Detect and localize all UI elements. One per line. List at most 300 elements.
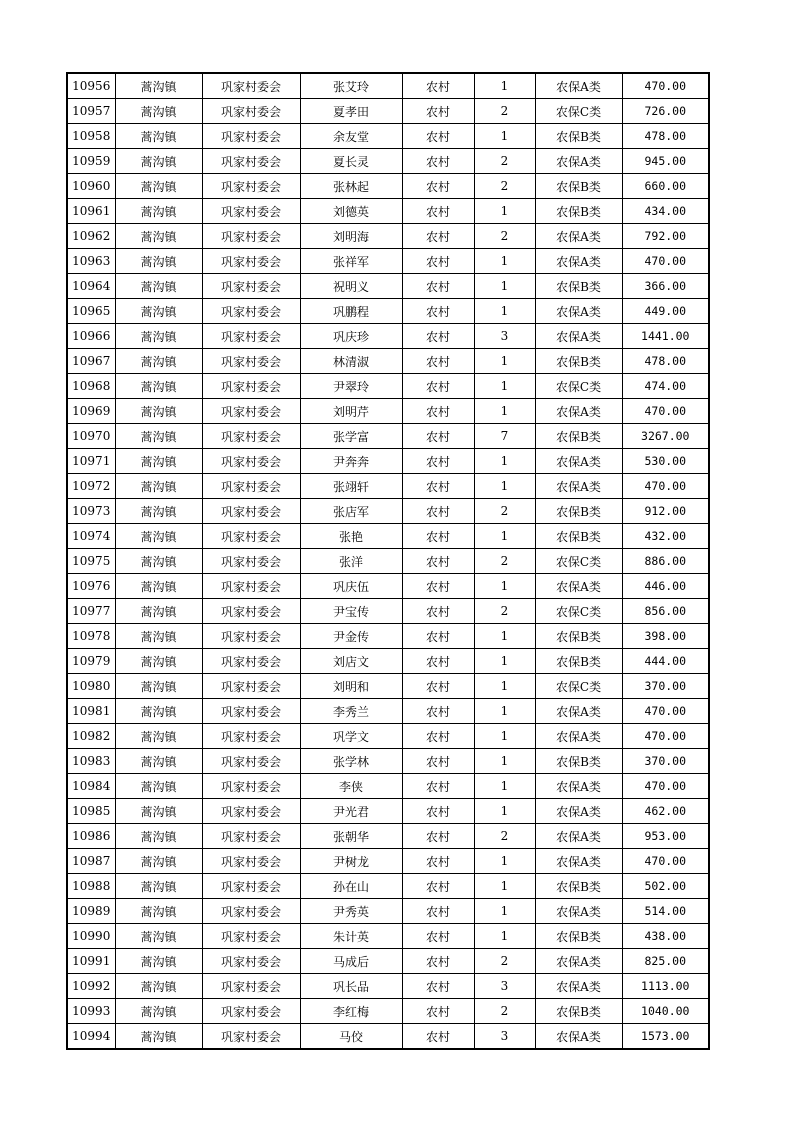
village-committee-cell: 巩家村委会 [202,73,300,99]
household-size-cell: 1 [474,274,535,299]
amount-cell: 370.00 [622,749,709,774]
household-size-cell: 1 [474,73,535,99]
household-size-cell: 1 [474,449,535,474]
person-name-cell: 尹秀英 [300,899,402,924]
record-id-cell: 10972 [67,474,115,499]
town-cell: 蒿沟镇 [115,624,202,649]
household-size-cell: 1 [474,624,535,649]
household-size-cell: 1 [474,874,535,899]
area-type-cell: 农村 [402,249,474,274]
table-row [67,849,709,874]
village-committee-cell: 巩家村委会 [202,899,300,924]
insurance-category-cell: 农保C类 [535,374,622,399]
village-committee-cell: 巩家村委会 [202,699,300,724]
town-cell: 蒿沟镇 [115,499,202,524]
area-type-cell: 农村 [402,73,474,99]
town-cell: 蒿沟镇 [115,424,202,449]
amount-cell: 953.00 [622,824,709,849]
area-type-cell: 农村 [402,599,474,624]
area-type-cell: 农村 [402,649,474,674]
record-id-cell: 10988 [67,874,115,899]
record-id-cell: 10975 [67,549,115,574]
village-committee-cell: 巩家村委会 [202,99,300,124]
table-row [67,499,709,524]
insurance-category-cell: 农保C类 [535,674,622,699]
insurance-category-cell: 农保B类 [535,749,622,774]
village-committee-cell: 巩家村委会 [202,324,300,349]
allowance-roster-table [66,72,710,1050]
person-name-cell: 尹奔奔 [300,449,402,474]
record-id-cell: 10966 [67,324,115,349]
household-size-cell: 1 [474,699,535,724]
record-id-cell: 10987 [67,849,115,874]
insurance-category-cell: 农保A类 [535,449,622,474]
insurance-category-cell: 农保A类 [535,149,622,174]
insurance-category-cell: 农保A类 [535,224,622,249]
record-id-cell: 10981 [67,699,115,724]
person-name-cell: 巩学文 [300,724,402,749]
town-cell: 蒿沟镇 [115,149,202,174]
table-row [67,249,709,274]
person-name-cell: 夏孝田 [300,99,402,124]
record-id-cell: 10970 [67,424,115,449]
record-id-cell: 10974 [67,524,115,549]
record-id-cell: 10968 [67,374,115,399]
household-size-cell: 1 [474,374,535,399]
record-id-cell: 10990 [67,924,115,949]
person-name-cell: 张翊轩 [300,474,402,499]
insurance-category-cell: 农保A类 [535,949,622,974]
amount-cell: 825.00 [622,949,709,974]
person-name-cell: 巩庆珍 [300,324,402,349]
area-type-cell: 农村 [402,374,474,399]
person-name-cell: 巩长品 [300,974,402,999]
area-type-cell: 农村 [402,424,474,449]
insurance-category-cell: 农保A类 [535,974,622,999]
town-cell: 蒿沟镇 [115,649,202,674]
person-name-cell: 尹光君 [300,799,402,824]
record-id-cell: 10985 [67,799,115,824]
insurance-category-cell: 农保A类 [535,399,622,424]
insurance-category-cell: 农保A类 [535,324,622,349]
village-committee-cell: 巩家村委会 [202,649,300,674]
person-name-cell: 尹翠玲 [300,374,402,399]
person-name-cell: 林清淑 [300,349,402,374]
area-type-cell: 农村 [402,824,474,849]
table-row [67,824,709,849]
town-cell: 蒿沟镇 [115,849,202,874]
town-cell: 蒿沟镇 [115,699,202,724]
amount-cell: 3267.00 [622,424,709,449]
table-row [67,624,709,649]
town-cell: 蒿沟镇 [115,724,202,749]
record-id-cell: 10960 [67,174,115,199]
village-committee-cell: 巩家村委会 [202,999,300,1024]
insurance-category-cell: 农保B类 [535,199,622,224]
amount-cell: 470.00 [622,399,709,424]
record-id-cell: 10967 [67,349,115,374]
insurance-category-cell: 农保B类 [535,624,622,649]
amount-cell: 1040.00 [622,999,709,1024]
table-row [67,649,709,674]
town-cell: 蒿沟镇 [115,924,202,949]
household-size-cell: 1 [474,124,535,149]
area-type-cell: 农村 [402,749,474,774]
table-row [67,124,709,149]
insurance-category-cell: 农保A类 [535,899,622,924]
person-name-cell: 张店军 [300,499,402,524]
household-size-cell: 1 [474,899,535,924]
insurance-category-cell: 农保B类 [535,174,622,199]
village-committee-cell: 巩家村委会 [202,799,300,824]
household-size-cell: 2 [474,99,535,124]
insurance-category-cell: 农保C类 [535,599,622,624]
table-row [67,999,709,1024]
village-committee-cell: 巩家村委会 [202,924,300,949]
village-committee-cell: 巩家村委会 [202,474,300,499]
town-cell: 蒿沟镇 [115,399,202,424]
person-name-cell: 刘明海 [300,224,402,249]
amount-cell: 945.00 [622,149,709,174]
table-row [67,324,709,349]
household-size-cell: 2 [474,499,535,524]
record-id-cell: 10979 [67,649,115,674]
record-id-cell: 10973 [67,499,115,524]
amount-cell: 462.00 [622,799,709,824]
table-row [67,99,709,124]
household-size-cell: 7 [474,424,535,449]
village-committee-cell: 巩家村委会 [202,349,300,374]
person-name-cell: 张艾玲 [300,73,402,99]
insurance-category-cell: 农保A类 [535,774,622,799]
household-size-cell: 2 [474,549,535,574]
village-committee-cell: 巩家村委会 [202,674,300,699]
insurance-category-cell: 农保C类 [535,549,622,574]
record-id-cell: 10959 [67,149,115,174]
insurance-category-cell: 农保C类 [535,99,622,124]
insurance-category-cell: 农保A类 [535,824,622,849]
area-type-cell: 农村 [402,799,474,824]
village-committee-cell: 巩家村委会 [202,574,300,599]
person-name-cell: 李秀兰 [300,699,402,724]
village-committee-cell: 巩家村委会 [202,549,300,574]
household-size-cell: 1 [474,774,535,799]
person-name-cell: 祝明义 [300,274,402,299]
record-id-cell: 10994 [67,1024,115,1050]
table-row [67,599,709,624]
insurance-category-cell: 农保B类 [535,924,622,949]
table-row [67,199,709,224]
table-row [67,374,709,399]
amount-cell: 470.00 [622,474,709,499]
area-type-cell: 农村 [402,949,474,974]
amount-cell: 370.00 [622,674,709,699]
area-type-cell: 农村 [402,449,474,474]
record-id-cell: 10978 [67,624,115,649]
record-id-cell: 10983 [67,749,115,774]
area-type-cell: 农村 [402,274,474,299]
town-cell: 蒿沟镇 [115,874,202,899]
record-id-cell: 10961 [67,199,115,224]
household-size-cell: 1 [474,574,535,599]
person-name-cell: 尹树龙 [300,849,402,874]
town-cell: 蒿沟镇 [115,599,202,624]
village-committee-cell: 巩家村委会 [202,849,300,874]
village-committee-cell: 巩家村委会 [202,774,300,799]
area-type-cell: 农村 [402,524,474,549]
record-id-cell: 10989 [67,899,115,924]
amount-cell: 398.00 [622,624,709,649]
village-committee-cell: 巩家村委会 [202,374,300,399]
amount-cell: 530.00 [622,449,709,474]
amount-cell: 366.00 [622,274,709,299]
village-committee-cell: 巩家村委会 [202,1024,300,1050]
insurance-category-cell: 农保A类 [535,724,622,749]
person-name-cell: 巩鹏程 [300,299,402,324]
area-type-cell: 农村 [402,699,474,724]
area-type-cell: 农村 [402,99,474,124]
village-committee-cell: 巩家村委会 [202,199,300,224]
village-committee-cell: 巩家村委会 [202,524,300,549]
area-type-cell: 农村 [402,724,474,749]
area-type-cell: 农村 [402,124,474,149]
area-type-cell: 农村 [402,474,474,499]
insurance-category-cell: 农保A类 [535,799,622,824]
amount-cell: 470.00 [622,724,709,749]
insurance-category-cell: 农保A类 [535,249,622,274]
household-size-cell: 1 [474,674,535,699]
amount-cell: 470.00 [622,774,709,799]
record-id-cell: 10982 [67,724,115,749]
table-row [67,73,709,99]
amount-cell: 514.00 [622,899,709,924]
village-committee-cell: 巩家村委会 [202,399,300,424]
amount-cell: 1573.00 [622,1024,709,1050]
area-type-cell: 农村 [402,349,474,374]
village-committee-cell: 巩家村委会 [202,449,300,474]
record-id-cell: 10991 [67,949,115,974]
insurance-category-cell: 农保B类 [535,999,622,1024]
amount-cell: 444.00 [622,649,709,674]
household-size-cell: 3 [474,1024,535,1050]
village-committee-cell: 巩家村委会 [202,624,300,649]
area-type-cell: 农村 [402,399,474,424]
insurance-category-cell: 农保A类 [535,299,622,324]
table-row [67,724,709,749]
area-type-cell: 农村 [402,774,474,799]
town-cell: 蒿沟镇 [115,474,202,499]
table-row [67,749,709,774]
village-committee-cell: 巩家村委会 [202,499,300,524]
household-size-cell: 2 [474,999,535,1024]
amount-cell: 470.00 [622,73,709,99]
household-size-cell: 1 [474,924,535,949]
person-name-cell: 马佼 [300,1024,402,1050]
town-cell: 蒿沟镇 [115,949,202,974]
household-size-cell: 1 [474,724,535,749]
record-id-cell: 10984 [67,774,115,799]
amount-cell: 470.00 [622,699,709,724]
insurance-category-cell: 农保B类 [535,524,622,549]
town-cell: 蒿沟镇 [115,999,202,1024]
amount-cell: 470.00 [622,249,709,274]
table-row [67,774,709,799]
town-cell: 蒿沟镇 [115,549,202,574]
area-type-cell: 农村 [402,999,474,1024]
record-id-cell: 10976 [67,574,115,599]
household-size-cell: 2 [474,949,535,974]
table-row [67,424,709,449]
person-name-cell: 张林起 [300,174,402,199]
amount-cell: 470.00 [622,849,709,874]
record-id-cell: 10958 [67,124,115,149]
town-cell: 蒿沟镇 [115,249,202,274]
village-committee-cell: 巩家村委会 [202,249,300,274]
town-cell: 蒿沟镇 [115,974,202,999]
amount-cell: 432.00 [622,524,709,549]
household-size-cell: 1 [474,799,535,824]
town-cell: 蒿沟镇 [115,524,202,549]
town-cell: 蒿沟镇 [115,124,202,149]
table-row [67,349,709,374]
insurance-category-cell: 农保A类 [535,849,622,874]
household-size-cell: 1 [474,649,535,674]
area-type-cell: 农村 [402,974,474,999]
amount-cell: 478.00 [622,349,709,374]
table-row [67,274,709,299]
table-row [67,399,709,424]
record-id-cell: 10993 [67,999,115,1024]
record-id-cell: 10963 [67,249,115,274]
table-row [67,699,709,724]
area-type-cell: 农村 [402,849,474,874]
area-type-cell: 农村 [402,224,474,249]
insurance-category-cell: 农保B类 [535,649,622,674]
area-type-cell: 农村 [402,574,474,599]
insurance-category-cell: 农保A类 [535,73,622,99]
household-size-cell: 1 [474,249,535,274]
record-id-cell: 10977 [67,599,115,624]
person-name-cell: 朱计英 [300,924,402,949]
household-size-cell: 3 [474,324,535,349]
table-row [67,224,709,249]
village-committee-cell: 巩家村委会 [202,224,300,249]
area-type-cell: 农村 [402,899,474,924]
table-row [67,1024,709,1050]
person-name-cell: 张学林 [300,749,402,774]
table-row [67,449,709,474]
table-row [67,474,709,499]
area-type-cell: 农村 [402,174,474,199]
table-row [67,949,709,974]
town-cell: 蒿沟镇 [115,99,202,124]
amount-cell: 446.00 [622,574,709,599]
table-row [67,149,709,174]
person-name-cell: 刘店文 [300,649,402,674]
record-id-cell: 10964 [67,274,115,299]
household-size-cell: 1 [474,299,535,324]
household-size-cell: 1 [474,849,535,874]
table-row [67,924,709,949]
table-row [67,174,709,199]
town-cell: 蒿沟镇 [115,749,202,774]
amount-cell: 886.00 [622,549,709,574]
household-size-cell: 1 [474,349,535,374]
household-size-cell: 2 [474,149,535,174]
household-size-cell: 2 [474,824,535,849]
table-row [67,549,709,574]
area-type-cell: 农村 [402,624,474,649]
area-type-cell: 农村 [402,674,474,699]
town-cell: 蒿沟镇 [115,299,202,324]
insurance-category-cell: 农保B类 [535,499,622,524]
insurance-category-cell: 农保B类 [535,124,622,149]
amount-cell: 502.00 [622,874,709,899]
table-row [67,574,709,599]
person-name-cell: 张学富 [300,424,402,449]
insurance-category-cell: 农保A类 [535,699,622,724]
village-committee-cell: 巩家村委会 [202,724,300,749]
insurance-category-cell: 农保A类 [535,574,622,599]
household-size-cell: 2 [474,599,535,624]
village-committee-cell: 巩家村委会 [202,174,300,199]
household-size-cell: 1 [474,199,535,224]
town-cell: 蒿沟镇 [115,674,202,699]
household-size-cell: 2 [474,174,535,199]
record-id-cell: 10980 [67,674,115,699]
record-id-cell: 10992 [67,974,115,999]
town-cell: 蒿沟镇 [115,324,202,349]
village-committee-cell: 巩家村委会 [202,949,300,974]
village-committee-cell: 巩家村委会 [202,599,300,624]
area-type-cell: 农村 [402,324,474,349]
town-cell: 蒿沟镇 [115,899,202,924]
person-name-cell: 李红梅 [300,999,402,1024]
record-id-cell: 10969 [67,399,115,424]
household-size-cell: 1 [474,524,535,549]
town-cell: 蒿沟镇 [115,799,202,824]
area-type-cell: 农村 [402,1024,474,1050]
person-name-cell: 李侠 [300,774,402,799]
village-committee-cell: 巩家村委会 [202,149,300,174]
insurance-category-cell: 农保A类 [535,1024,622,1050]
insurance-category-cell: 农保B类 [535,274,622,299]
amount-cell: 449.00 [622,299,709,324]
town-cell: 蒿沟镇 [115,199,202,224]
town-cell: 蒿沟镇 [115,774,202,799]
amount-cell: 1113.00 [622,974,709,999]
person-name-cell: 张洋 [300,549,402,574]
amount-cell: 434.00 [622,199,709,224]
record-id-cell: 10956 [67,73,115,99]
town-cell: 蒿沟镇 [115,274,202,299]
table-row [67,674,709,699]
person-name-cell: 张艳 [300,524,402,549]
town-cell: 蒿沟镇 [115,224,202,249]
table-row [67,899,709,924]
person-name-cell: 夏长灵 [300,149,402,174]
record-id-cell: 10965 [67,299,115,324]
town-cell: 蒿沟镇 [115,374,202,399]
person-name-cell: 马成后 [300,949,402,974]
area-type-cell: 农村 [402,874,474,899]
table-row [67,524,709,549]
insurance-category-cell: 农保B类 [535,349,622,374]
insurance-category-cell: 农保A类 [535,474,622,499]
table-row [67,299,709,324]
person-name-cell: 孙在山 [300,874,402,899]
area-type-cell: 农村 [402,299,474,324]
